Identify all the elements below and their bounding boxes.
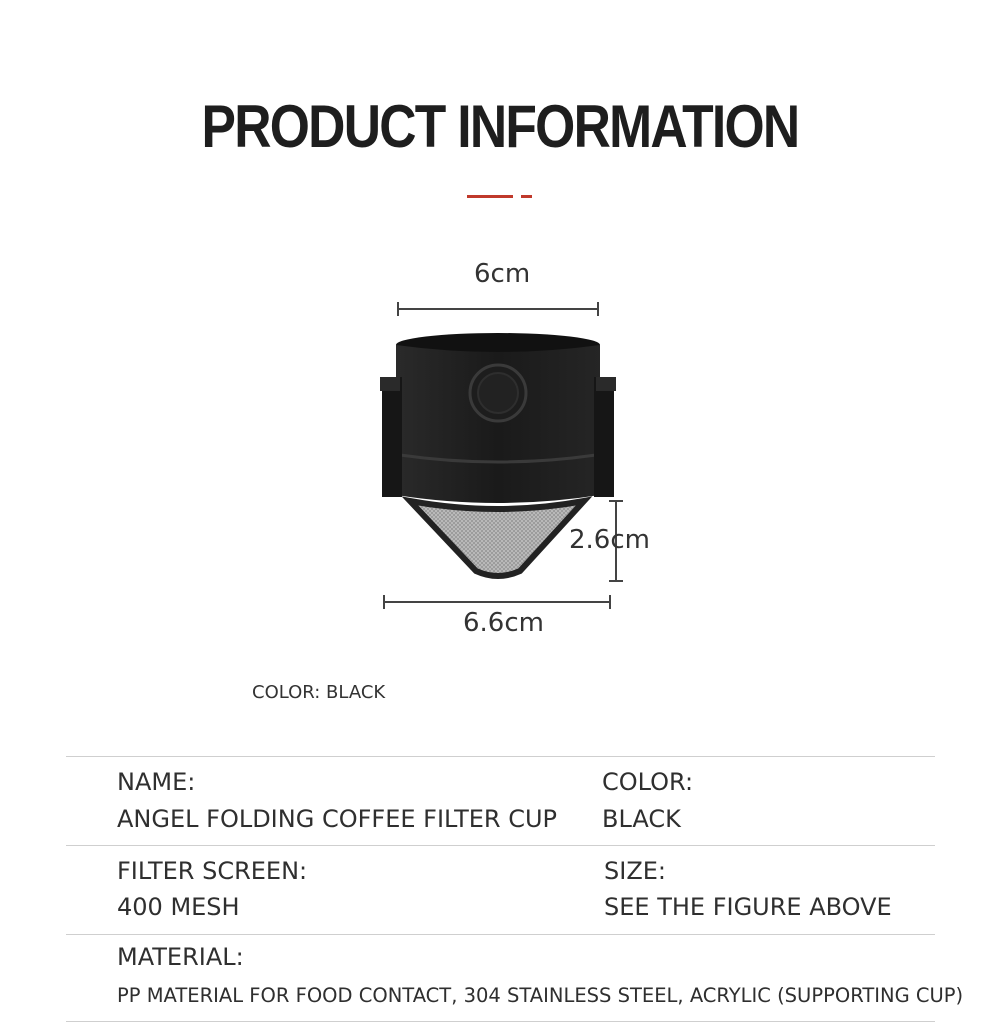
color-value: BLACK xyxy=(602,805,681,833)
spec-divider xyxy=(66,1021,935,1022)
name-label: NAME: xyxy=(117,768,196,796)
material-label: MATERIAL: xyxy=(117,943,244,971)
size-label: SIZE: xyxy=(604,857,667,885)
material-value: PP MATERIAL FOR FOOD CONTACT, 304 STAINLESS STEEL, ACRYLIC (SUPPORTING CUP) xyxy=(117,984,964,1007)
bottom-width-label: 6.6cm xyxy=(463,608,544,638)
title-accent-dash xyxy=(521,195,532,198)
top-width-label: 6cm xyxy=(474,259,531,289)
size-value: SEE THE FIGURE ABOVE xyxy=(604,893,892,921)
color-label: COLOR: xyxy=(602,768,694,796)
title-accent-line xyxy=(467,195,513,198)
filter-screen-label: FILTER SCREEN: xyxy=(117,857,308,885)
page-title: PRODUCT INFORMATION xyxy=(201,93,799,160)
spec-divider xyxy=(66,845,935,846)
spec-divider xyxy=(66,756,935,757)
coffee-filter-cup-image xyxy=(370,255,670,645)
height-label: 2.6cm xyxy=(569,525,650,555)
spec-divider xyxy=(66,934,935,935)
name-value: ANGEL FOLDING COFFEE FILTER CUP xyxy=(117,805,558,833)
product-figure xyxy=(370,255,670,645)
filter-screen-value: 400 MESH xyxy=(117,893,240,921)
color-caption: COLOR: BLACK xyxy=(252,682,386,703)
